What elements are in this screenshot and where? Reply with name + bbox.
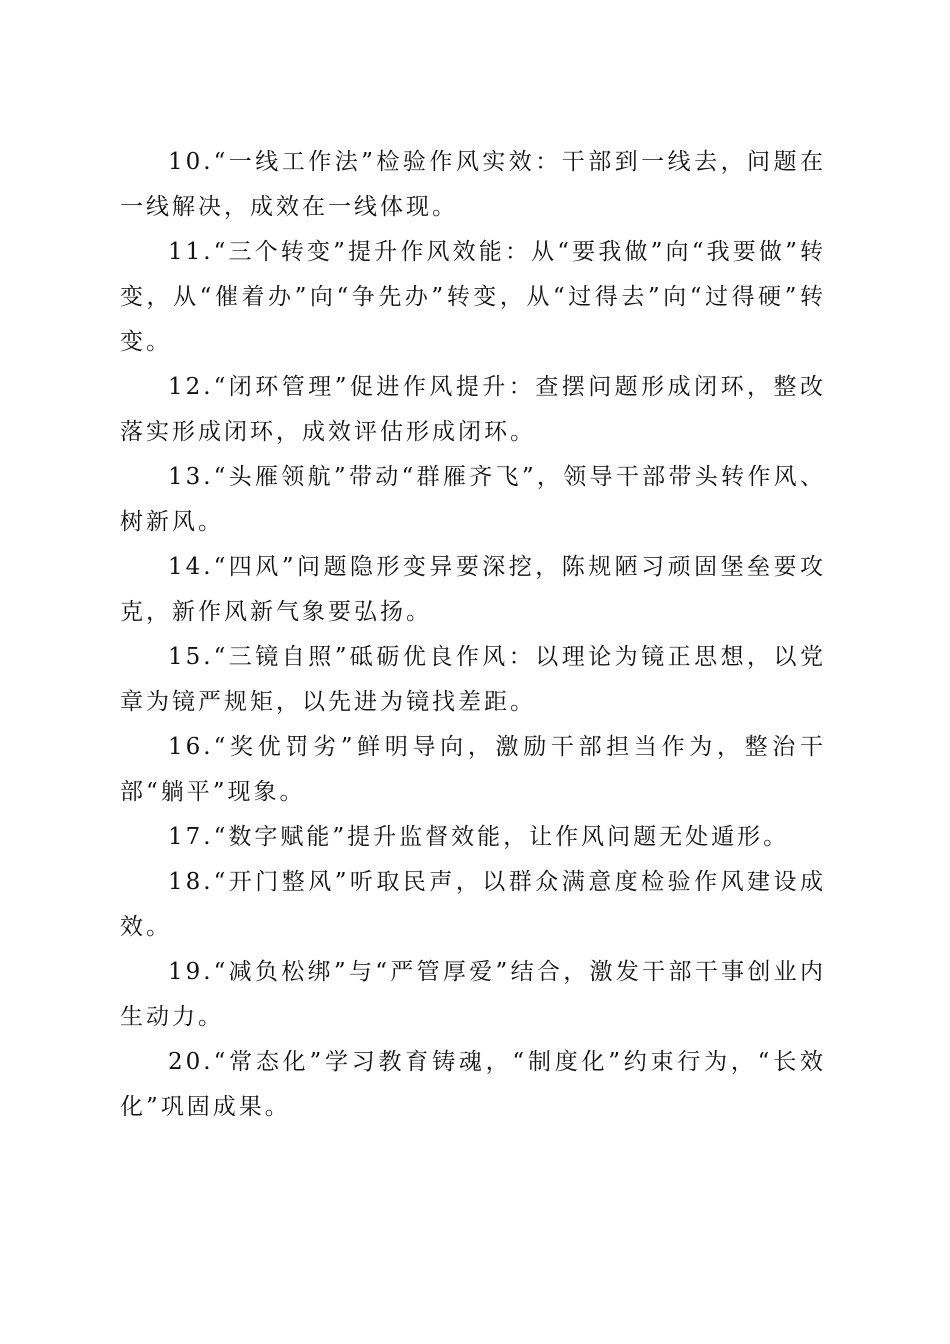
paragraph-15: 15.“三镜自照”砥砺优良作风：以理论为镜正思想，以党章为镜严规矩，以先进为镜找差距。 bbox=[120, 644, 826, 715]
paragraph-18: 18.“开门整风”听取民声，以群众满意度检验作风建设成效。 bbox=[120, 869, 826, 940]
paragraph-17: 17.“数字赋能”提升监督效能，让作风问题无处遁形。 bbox=[168, 824, 790, 850]
paragraph-11: 11.“三个转变”提升作风效能：从“要我做”向“我要做”转变，从“催着办”向“争先办”转变，从“过得去”向“过得硬”转变。 bbox=[120, 239, 826, 355]
paragraph-20: 20.“常态化”学习教育铸魂，“制度化”约束行为，“长效化”巩固成果。 bbox=[120, 1049, 826, 1120]
paragraph-19: 19.“减负松绑”与“严管厚爱”结合，激发干部干事创业内生动力。 bbox=[120, 959, 826, 1030]
document-body bbox=[120, 140, 826, 1130]
paragraph-14: 14.“四风”问题隐形变异要深挖，陈规陋习顽固堡垒要攻克，新作风新气象要弘扬。 bbox=[120, 554, 826, 625]
paragraph-16: 16.“奖优罚劣”鲜明导向，激励干部担当作为，整治干部“躺平”现象。 bbox=[120, 734, 826, 805]
paragraph-13: 13.“头雁领航”带动“群雁齐飞”，领导干部带头转作风、树新风。 bbox=[120, 464, 826, 535]
paragraph-12: 12.“闭环管理”促进作风提升：查摆问题形成闭环，整改落实形成闭环，成效评估形成闭环。 bbox=[120, 374, 826, 445]
paragraph-10: 10.“一线工作法”检验作风实效：干部到一线去，问题在一线解决，成效在一线体现。 bbox=[120, 149, 826, 220]
